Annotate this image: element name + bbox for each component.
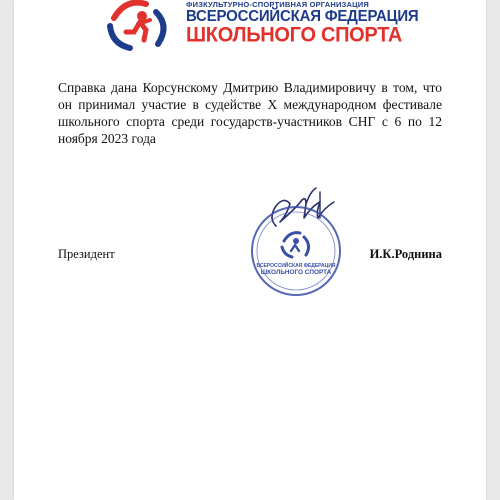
svg-text:ВСЕРОССИЙСКАЯ ФЕДЕРАЦИЯ: ВСЕРОССИЙСКАЯ ФЕДЕРАЦИЯ	[256, 263, 336, 269]
federation-logo	[100, 0, 440, 52]
federation-title: ВСЕРОССИЙСКАЯ ФЕДЕРАЦИЯ	[186, 7, 419, 26]
president-label: Президент	[58, 247, 115, 261]
certificate-text: Справка дана Корсунскому Дмитрию Владимировичу в том, что он принимал участие в судействе X международном фестивале школьного спорта среди государств-участников СНГ с 6 по 12 ноября 2023 года	[58, 80, 442, 146]
svg-text:ШКОЛЬНОГО СПОРТА: ШКОЛЬНОГО СПОРТА	[260, 269, 332, 276]
signature-row	[58, 247, 442, 267]
school-sport-title: ШКОЛЬНОГО СПОРТА	[186, 23, 403, 47]
logo-text	[186, 0, 419, 46]
signatory-name: И.К.Роднина	[369, 247, 442, 261]
federation-logo-mark-icon	[100, 0, 180, 52]
document-page	[14, 0, 486, 500]
org-type-label: ФИЗКУЛЬТУРНО-СПОРТИВНАЯ ОРГАНИЗАЦИЯ	[186, 0, 369, 9]
